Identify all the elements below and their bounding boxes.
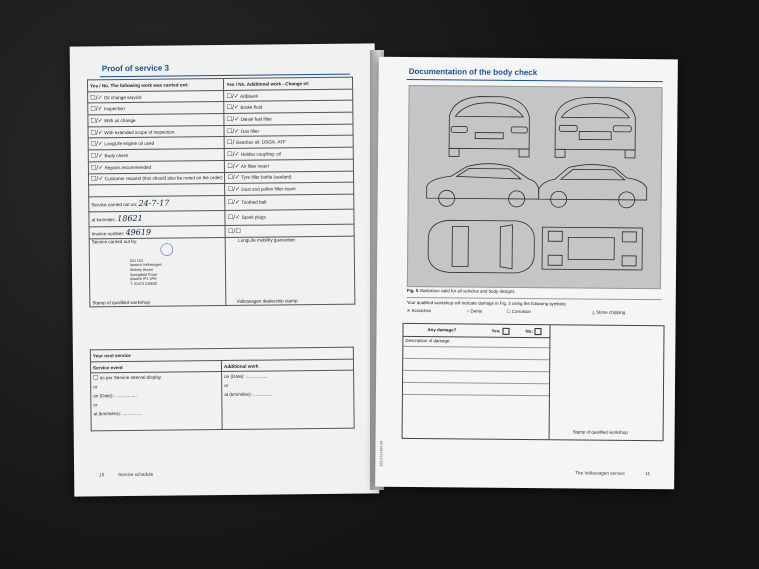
work-label: AdBlue®	[240, 93, 259, 99]
stamp-line: T: 01473 240600	[130, 281, 157, 286]
checkbox: ☐/	[91, 175, 99, 183]
checkbox: ☐/	[227, 185, 236, 193]
mobility-label: LongLife mobility guarantee:	[238, 237, 296, 243]
check-mark: ✓	[98, 163, 104, 171]
side-code: 123.573.HS4.20	[379, 440, 384, 467]
service-by-label: Service carried out by:	[91, 238, 138, 245]
check-mark: ✓	[233, 92, 240, 100]
description-line	[403, 394, 549, 396]
col-left-header: Yes / No. The following work was carried out:	[88, 78, 225, 91]
no-checkbox[interactable]	[535, 328, 542, 335]
checkbox-empty: ☐/☐	[227, 227, 241, 235]
right-footer-page: 11	[645, 471, 651, 477]
damage-box	[402, 323, 665, 441]
carried-out-on-label: Service carried out on:	[91, 202, 138, 208]
checkbox: ☐/	[226, 104, 235, 112]
yes-checkbox[interactable]	[503, 328, 510, 335]
vw-stamp-label: Volkswagen dealership stamp	[236, 298, 298, 304]
check-mark: ✓	[234, 150, 240, 158]
symbol-dents: ○ Dents	[466, 308, 483, 314]
checkbox: ☐/	[90, 140, 99, 148]
stamp-line: ZIO 153	[129, 258, 143, 263]
next-additional: Additional work	[221, 359, 353, 372]
km-label: at km/miles:	[91, 217, 117, 223]
no-label: No:	[525, 328, 533, 334]
next-line-text: as per Service Interval display	[99, 375, 162, 381]
carried-out-on-value: 24-7-17	[138, 198, 170, 209]
next-line: at (km/miles): ...............	[224, 391, 273, 398]
checkbox: ☐/	[90, 152, 99, 160]
no-option[interactable]	[525, 328, 541, 335]
symbol-corrosion: ☐ Corrosion	[506, 308, 531, 315]
checkbox: ☐/	[90, 117, 98, 125]
next-line: or	[224, 383, 229, 389]
check-mark: ✓	[234, 115, 240, 123]
stamp-line: Springfield Road	[130, 272, 157, 277]
description-line	[403, 382, 549, 384]
next-service-table	[90, 347, 355, 432]
work-rows	[88, 89, 354, 197]
next-line: on (Date): .................	[93, 393, 137, 399]
check-mark: ✓	[98, 152, 104, 160]
check-mark: ✓	[97, 117, 103, 125]
any-damage-label: Any damage?	[427, 327, 457, 333]
invoice-label: Invoice number:	[91, 230, 125, 237]
km-cell	[89, 210, 226, 226]
check-mark: ✓	[97, 93, 103, 101]
spark-plugs-cell	[225, 209, 354, 225]
check-mark: ✓	[98, 140, 104, 148]
checkbox: ☐/	[227, 162, 235, 170]
symbol-scratches: ✕ Scratches	[406, 307, 432, 314]
check-mark: ✓	[234, 104, 240, 112]
km-value: 18621	[117, 214, 143, 224]
next-service-title: Your next service	[90, 347, 353, 361]
work-label: Air filter insert	[240, 163, 269, 169]
work-label: Customer request (this should also be noted on the order)	[104, 175, 223, 182]
stamp-label: Stamp of qualified workshop	[92, 299, 151, 306]
fig-caption-label: Fig. 5	[406, 287, 419, 294]
right-page-title: Documentation of the body check	[408, 66, 538, 78]
checkbox-toothed-belt: ☐/✓	[227, 199, 241, 207]
spark-plugs-label: Spark plugs	[241, 214, 266, 221]
work-label: Haldex coupling: oil	[240, 151, 281, 157]
fig-caption-text: Illustration valid for all vehicles and body designs	[419, 288, 515, 294]
yes-label: Yes:	[491, 328, 501, 334]
checkbox: ☐/	[227, 139, 235, 147]
left-page	[70, 43, 380, 496]
vw-logo-icon	[160, 242, 174, 256]
col-right-header: Yes / No. Additional work - Change of:	[224, 77, 353, 90]
toothed-belt-cell	[225, 194, 354, 210]
work-label: Gearbox oil: DSG®, ATF	[235, 139, 286, 146]
next-left-cell	[91, 372, 223, 431]
dealer-stamp	[130, 259, 162, 287]
next-line: or	[93, 402, 98, 408]
checkbox: ☐/	[90, 128, 98, 136]
stamp-line: Ipswich IP1 3AN	[130, 276, 157, 282]
yes-option[interactable]	[491, 328, 509, 335]
work-label: LongLife engine oil used	[104, 141, 155, 147]
description-line	[403, 358, 549, 360]
work-label: Diesel fuel filter	[240, 116, 273, 122]
description-label: Description of damage:	[405, 337, 451, 344]
invoice-value: 49619	[125, 227, 152, 237]
next-line: on (Date): .................	[224, 373, 268, 380]
checkbox-spark-plugs: ☐/✓	[227, 214, 241, 222]
check-mark: ✓	[98, 175, 104, 183]
left-page-title: Proof of service 3	[101, 63, 170, 74]
stamp-line: Ipswich Volkswagen	[129, 263, 163, 268]
work-label: With extended scope of inspection	[104, 129, 175, 135]
fig-caption	[407, 288, 515, 294]
stamp-line: Wolsey House	[129, 267, 154, 273]
checkbox: ☐/	[227, 150, 235, 158]
next-right-cell	[222, 371, 355, 430]
work-label: Inspection	[103, 106, 126, 112]
work-label: Gas filter	[240, 128, 260, 134]
checkbox: ☐/	[227, 174, 235, 182]
checkbox: ☐/	[226, 115, 235, 123]
description-line	[403, 370, 549, 372]
work-label: Body check	[104, 152, 129, 159]
checkbox: ☐/	[90, 93, 98, 101]
check-mark: ✓	[234, 162, 240, 170]
service-by-cell	[89, 237, 226, 306]
work-label: Oil change service	[103, 94, 142, 100]
check-mark: ✓	[234, 127, 240, 135]
workshop-note: Your qualified workshop will indicate damage in Fig. 5 using the following symbols:	[406, 299, 567, 307]
carried-out-on-cell	[89, 195, 226, 211]
mobility-cell	[226, 236, 355, 305]
next-service-event: Service event	[90, 360, 221, 373]
check-mark: ✓	[234, 174, 240, 182]
next-line: at (km/miles): ...............	[93, 411, 142, 417]
car-diagrams-icon	[408, 86, 662, 288]
symbol-stone-chipping: △ Stone chipping	[591, 309, 626, 315]
right-title-rule	[407, 79, 663, 82]
work-label: Tyre filler bottle (sealant)	[241, 174, 292, 181]
right-page	[375, 57, 678, 490]
checkbox: ☐/	[226, 92, 235, 100]
work-label: Repairs recommended	[104, 164, 152, 170]
checkbox: ☐/	[90, 163, 99, 172]
damage-divider	[549, 325, 551, 439]
toothed-belt-label: Toothed belt	[241, 199, 267, 206]
service-work-table	[87, 77, 355, 308]
next-line: or	[93, 384, 98, 390]
checkbox: ☐/	[90, 105, 98, 113]
left-footer-label: Service schedule	[118, 471, 154, 478]
work-label: Brake fluid	[240, 104, 263, 111]
left-footer-page: 10	[99, 472, 105, 478]
work-label: With oil change	[104, 117, 136, 124]
description-line	[403, 346, 549, 348]
right-stamp-label: Stamp of qualified workshop	[572, 429, 628, 435]
check-mark: ✓	[97, 105, 103, 113]
check-mark: ✓	[234, 185, 241, 193]
right-footer-label: The Volkswagen service	[575, 470, 625, 476]
check-mark: ✓	[97, 128, 104, 136]
checkbox-interval: ☐	[93, 374, 99, 382]
body-check-figure	[407, 85, 663, 289]
work-label: Dust and pollen filter insert	[241, 186, 296, 192]
checkbox: ☐/	[226, 127, 235, 135]
